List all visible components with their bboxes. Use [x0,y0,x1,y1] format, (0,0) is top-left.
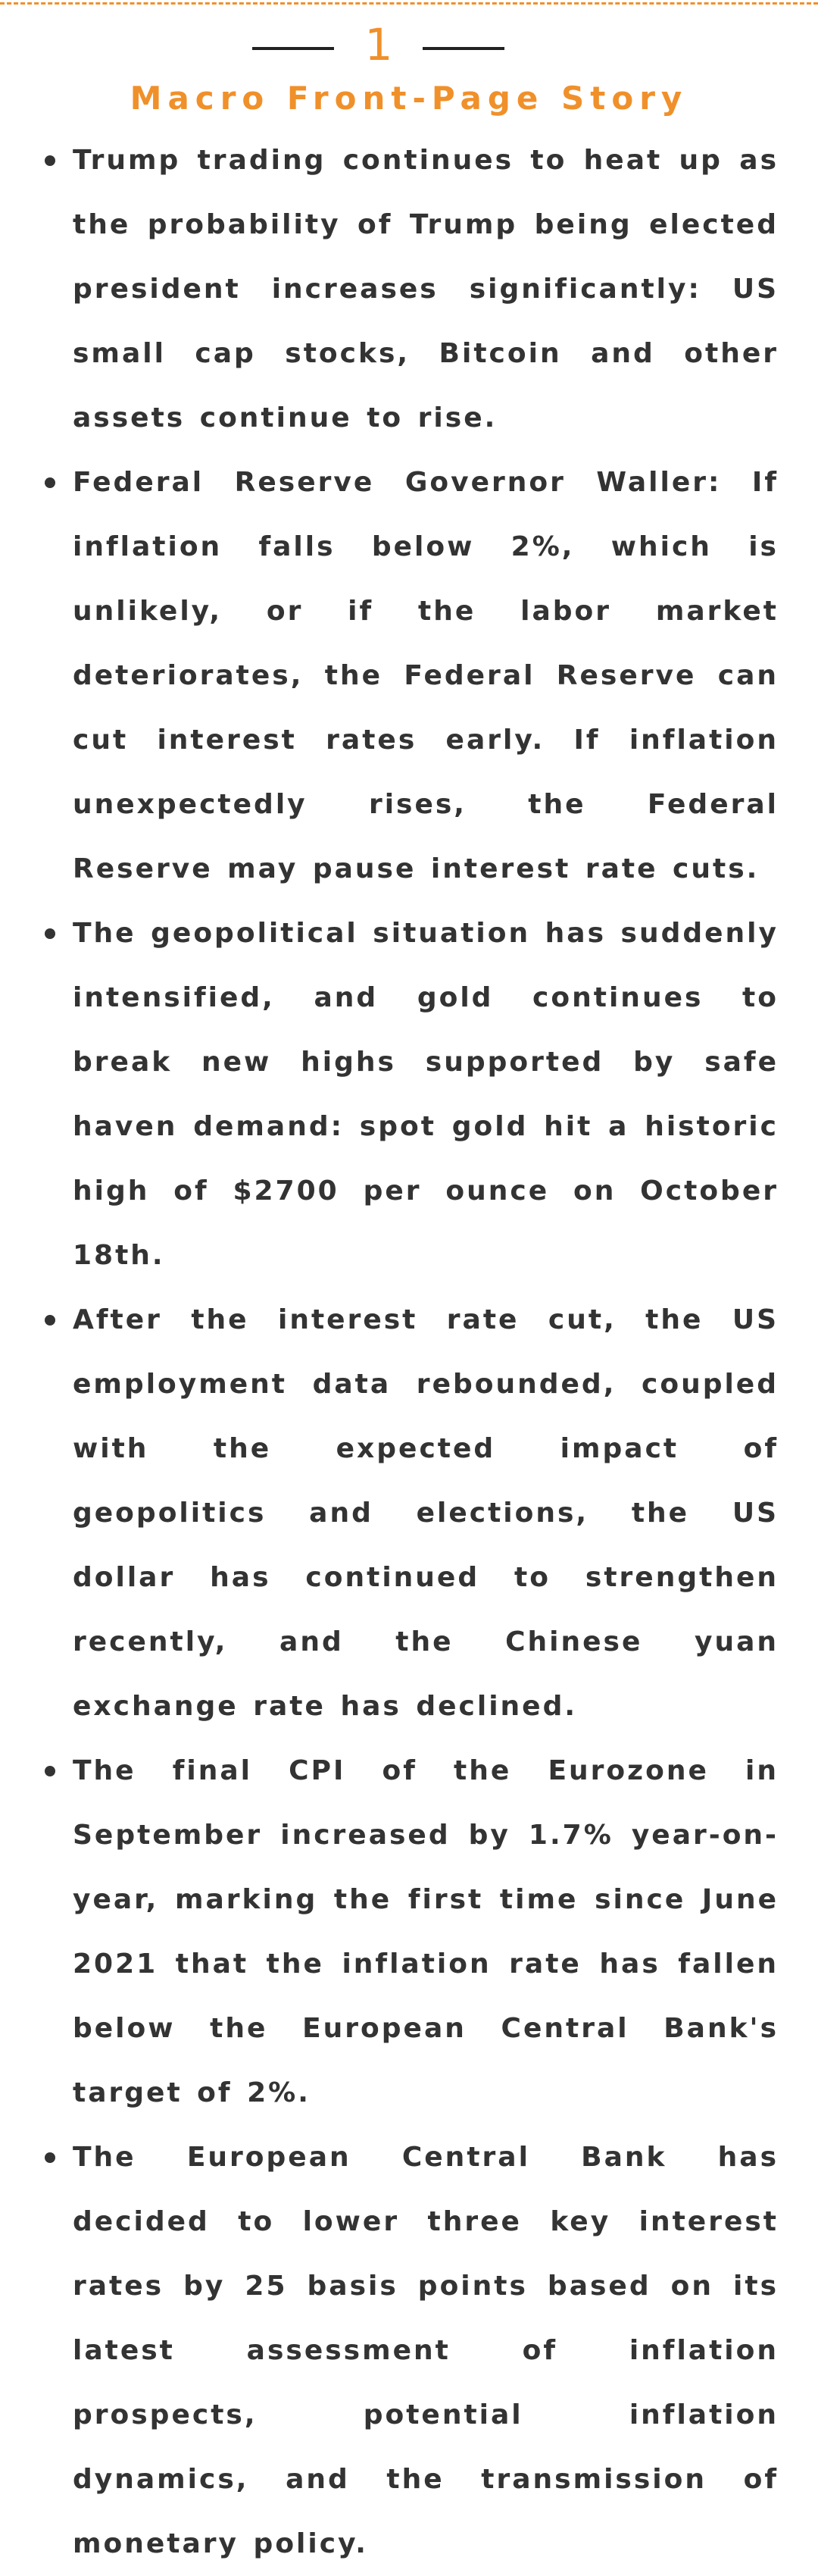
story-text: Trump trading continues to heat up as the probability of Trump being elected president increases significantly: US small cap stocks, Bitcoin and other assets continue to rise. [73,145,779,434]
list-item [0,1739,779,2125]
bullet-icon [45,1766,55,1776]
bullet-icon [45,2152,55,2163]
list-item [0,450,779,901]
list-item [0,128,779,450]
section-header [0,18,818,124]
list-item [0,2125,779,2576]
bullet-icon [45,155,55,166]
story-text: Federal Reserve Governor Waller: If inflation falls below 2%, which is unlikely, or if the labor market deteriorates, the Federal Reserve can cut interest rates early. If inflation unexpectedly rises, the Federal Reserve may pause interest rate cuts. [73,467,779,884]
dashed-top-divider [0,2,818,5]
bullet-icon [45,928,55,939]
section-number: 1 [364,19,393,70]
right-decorative-line [423,47,504,50]
left-decorative-line [252,47,334,50]
story-list [0,128,818,2576]
story-text: The final CPI of the Eurozone in September increased by 1.7% year-on-year, marking the first time since June 2021 that the inflation rate has fallen below the European Central Bank's target of 2%. [73,1755,779,2108]
bullet-icon [45,1315,55,1326]
story-text: The geopolitical situation has suddenly intensified, and gold continues to break new highs supported by safe haven demand: spot gold hit a historic high of $2700 per ounce on October 18th. [73,918,779,1271]
story-text: After the interest rate cut, the US employment data rebounded, coupled with the expected impact of geopolitics and elections, the US dollar has continued to strengthen recently, and the Chinese yuan exchange rate has declined. [73,1304,779,1722]
list-item [0,1288,779,1739]
section-title: Macro Front-Page Story [130,80,688,117]
story-text: The European Central Bank has decided to lower three key interest rates by 25 basis points based on its latest assessment of inflation prospects, potential inflation dynamics, and the transmission of monetary policy. [73,2142,779,2559]
list-item [0,901,779,1288]
section-number-row [0,18,818,71]
bullet-icon [45,477,55,488]
